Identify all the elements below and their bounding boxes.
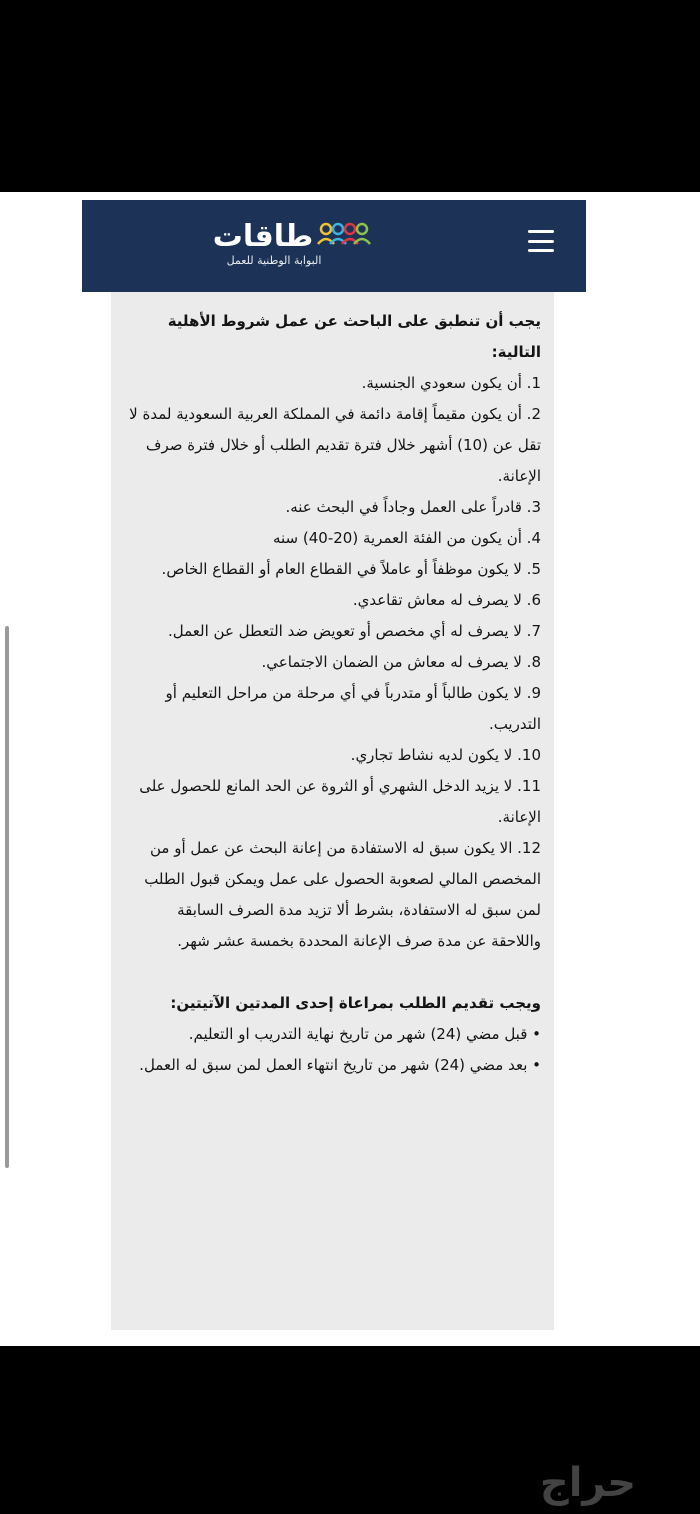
people-logo-icon (316, 220, 372, 254)
hamburger-menu-icon[interactable] (528, 230, 554, 252)
condition-item: 11. لا يزيد الدخل الشهري أو الثروة عن الحد المانع للحصول على الإعانة. (139, 777, 541, 826)
content-panel (111, 292, 554, 1330)
application-period-heading: ويجب تقديم الطلب بمراعاة إحدى المدتين الآتيتين: (170, 994, 541, 1012)
condition-item: 3. قادراً على العمل وجاداً في البحث عنه. (285, 498, 541, 516)
condition-item: 12. الا يكون سبق له الاستفادة من إعانة البحث عن عمل أو من المخصص المالي لصعوبة الحصول على عمل ويمكن قبول الطلب لمن سبق له الاستفادة، بشرط ألا تزيد مدة الصرف السابقة واللاحقة عن مدة صرف الإعانة المحددة بخمسة عشر شهر. (144, 839, 541, 950)
bullet-item: • بعد مضي (24) شهر من تاريخ انتهاء العمل لمن سبق له العمل. (139, 1056, 541, 1074)
condition-item: 2. أن يكون مقيماً إقامة دائمة في المملكة العربية السعودية لمدة لا تقل عن (10) أشهر خلال فترة تقديم الطلب أو خلال فترة صرف الإعانة. (129, 405, 541, 485)
condition-item: 1. أن يكون سعودي الجنسية. (361, 374, 541, 392)
logo-tagline: البوابة الوطنية للعمل (226, 254, 322, 267)
condition-item: 5. لا يكون موظفاً أو عاملاً في القطاع العام أو القطاع الخاص. (161, 560, 541, 578)
section-spacer (123, 957, 541, 988)
menu-bar (528, 249, 554, 252)
condition-item: 8. لا يصرف له معاش من الضمان الاجتماعي. (261, 653, 541, 671)
condition-item: 9. لا يكون طالباً أو متدرباً في أي مرحلة من مراحل التعليم أو التدريب. (165, 684, 541, 733)
logo-wordmark: طاقات (212, 219, 314, 254)
site-header (82, 200, 586, 292)
condition-item: 6. لا يصرف له معاش تقاعدي. (352, 591, 541, 609)
eligibility-heading: يجب أن تنطبق على الباحث عن عمل شروط الأهلية التالية: (167, 312, 541, 361)
bullet-item: • قبل مضي (24) شهر من تاريخ نهاية التدريب او التعليم. (188, 1025, 541, 1043)
menu-bar (528, 240, 554, 243)
condition-item: 10. لا يكون لديه نشاط تجاري. (350, 746, 541, 764)
eligibility-text (123, 306, 541, 1081)
condition-item: 7. لا يصرف له أي مخصص أو تعويض ضد التعطل عن العمل. (168, 622, 541, 640)
watermark: حراج (539, 1460, 637, 1506)
menu-bar (528, 230, 554, 233)
taqat-logo[interactable] (204, 216, 374, 276)
scrollbar[interactable] (5, 626, 9, 1168)
condition-item: 4. أن يكون من الفئة العمرية (20-40) سنه (272, 529, 541, 547)
